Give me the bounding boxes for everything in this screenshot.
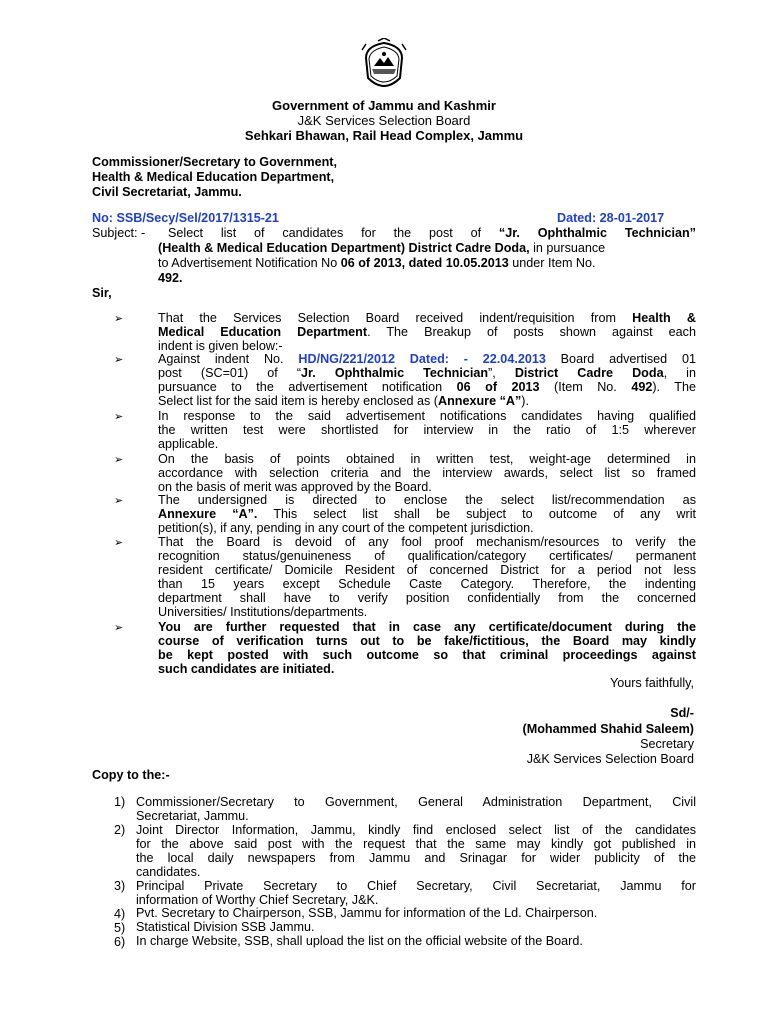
salutation: Sir, <box>92 286 112 300</box>
point-7 <box>158 620 696 676</box>
point-6 <box>158 535 696 619</box>
point-5 <box>158 493 696 535</box>
point-text: ”, <box>488 366 515 380</box>
copy-item-5: Statistical Division SSB Jammu. <box>136 920 315 934</box>
subject-label: Subject: - <box>92 226 146 240</box>
point-bold: District Cadre Doda <box>514 366 664 380</box>
point-text: Against indent No. <box>158 352 299 366</box>
subject-line-3 <box>158 256 596 271</box>
copy-number: 6) <box>114 935 126 949</box>
point-text: In response to the said advertisement notifications candidates having qualified <box>158 409 696 423</box>
bullet-icon: ➢ <box>114 622 124 634</box>
copy-text: candidates. <box>136 865 201 879</box>
point-3 <box>158 409 696 451</box>
signatory-name: (Mohammed Shahid Saleem) <box>522 722 694 736</box>
point-bold: Medical Education Department <box>158 325 368 339</box>
point-bold: such candidates are initiated. <box>158 662 335 676</box>
point-bold: Health & <box>632 311 696 325</box>
copy-item-4: Pvt. Secretary to Chairperson, SSB, Jammu for information of the Ld. Chairperson. <box>136 906 598 920</box>
copy-number: 2) <box>114 823 126 837</box>
point-text: than 15 years except Schedule Caste Category. Therefore, the indenting <box>158 577 696 591</box>
point-text: That the Services Selection Board received indent/requisition from <box>158 311 633 325</box>
addressee-line-3: Civil Secretariat, Jammu. <box>92 185 242 199</box>
reference-date: Dated: 28-01-2017 <box>557 211 665 225</box>
point-text: Universities/ Institutions/departments. <box>158 605 368 619</box>
point-text: petition(s), if any, pending in any court of the competent jurisdiction. <box>158 521 534 535</box>
point-text: accordance with selection criteria and the interview awards, select list so framed <box>158 466 696 480</box>
department-district: (Health & Medical Education Department) District Cadre Doda, <box>158 241 530 255</box>
indent-ref: HD/NG/221/2012 Dated: - 22.04.2013 <box>298 352 546 366</box>
point-text: post (SC=01) of “ <box>158 366 302 380</box>
post-title: “Jr. Ophthalmic Technician” <box>498 226 696 240</box>
point-text: on the basis of merit was approved by the Board. <box>158 480 432 494</box>
copy-item-1 <box>136 795 696 823</box>
copy-text: Joint Director Information, Jammu, kindly find enclosed select list of the candidates <box>136 823 696 837</box>
subject-line-1 <box>168 226 696 241</box>
bullet-icon: ➢ <box>114 411 124 423</box>
copy-number: 4) <box>114 907 126 921</box>
point-text: , in <box>663 366 696 380</box>
point-text: ). The <box>652 380 696 394</box>
bullet-icon: ➢ <box>114 537 124 549</box>
bullet-icon: ➢ <box>114 354 124 366</box>
reference-number: No: SSB/Secy/Sel/2017/1315-21 <box>92 211 279 225</box>
point-text: (Item No. <box>539 380 632 394</box>
point-text: department shall have to verify position confidentially from the concerned <box>158 591 696 605</box>
copy-item-3 <box>136 879 696 907</box>
subject-text: under Item No. <box>508 256 596 270</box>
point-text: ). <box>521 394 529 408</box>
point-text: resident certificate/ Domicile Resident of concerned District for a period not less <box>158 563 696 577</box>
point-text: This select list shall be subject to outcome of any writ <box>257 507 696 521</box>
copy-text: Commissioner/Secretary to Government, General Administration Department, Civil <box>136 795 696 809</box>
point-text: pursuance to the advertisement notification <box>158 380 457 394</box>
bullet-icon: ➢ <box>114 313 124 325</box>
bullet-icon: ➢ <box>114 495 124 507</box>
copy-number: 1) <box>114 795 126 809</box>
header-board: J&K Services Selection Board <box>297 113 471 128</box>
addressee-line-1: Commissioner/Secretary to Government, <box>92 155 337 169</box>
point-text: Board advertised 01 <box>545 352 697 366</box>
copy-item-2 <box>136 823 696 879</box>
point-bold: 492 <box>631 380 653 394</box>
subject-text: to Advertisement Notification No <box>158 256 341 270</box>
copy-number: 5) <box>114 921 126 935</box>
point-text: recognition status/genuineness of qualification/category certificates/ permanent <box>158 549 696 563</box>
point-1 <box>158 311 696 353</box>
copy-text: Principal Private Secretary to Chief Secretary, Civil Secretariat, Jammu for <box>136 879 696 893</box>
point-bold: Annexure “A” <box>438 394 522 408</box>
point-bold: Jr. Ophthalmic Technician <box>301 366 489 380</box>
subject-line-4: 492. <box>158 271 183 285</box>
subject-text: in pursuance <box>529 241 606 255</box>
point-text: applicable. <box>158 437 219 451</box>
copy-item-6: In charge Website, SSB, shall upload the list on the official website of the Board. <box>136 934 583 948</box>
point-bold: be kept posted with such outcome so that criminal proceedings against <box>158 648 696 662</box>
point-2 <box>158 352 696 408</box>
point-text: On the basis of points obtained in written test, weight-age determined in <box>158 452 696 466</box>
signatory-org: J&K Services Selection Board <box>526 752 694 766</box>
subject-text: Select list of candidates for the post of <box>168 226 499 240</box>
point-bold: course of verification turns out to be fake/fictitious, the Board may kindly <box>158 634 696 648</box>
header-government: Government of Jammu and Kashmir <box>272 98 496 113</box>
point-text: The undersigned is directed to enclose the select list/recommendation as <box>158 493 696 507</box>
subject-line-2 <box>158 241 605 256</box>
point-text: Select list for the said item is hereby enclosed as ( <box>158 394 438 408</box>
state-emblem-icon <box>360 38 408 94</box>
point-text: That the Board is devoid of any fool proof mechanism/resources to verify the <box>158 535 696 549</box>
point-bold: 06 of 2013 <box>456 380 540 394</box>
point-text: . The Breakup of posts shown against each <box>367 325 696 339</box>
copy-text: information of Worthy Chief Secretary, J&K. <box>136 893 379 907</box>
copy-heading: Copy to the:- <box>92 768 170 782</box>
copy-text: Secretariat, Jammu. <box>136 809 249 823</box>
copy-number: 3) <box>114 879 126 893</box>
point-text: the written test were shortlisted for interview in the ratio of 1:5 wherever <box>158 423 696 437</box>
point-4 <box>158 452 696 494</box>
copy-text: the local daily newspapers from Jammu and Srinagar for wider publicity of the <box>136 851 696 865</box>
point-bold: Annexure “A”. <box>158 507 258 521</box>
point-bold: You are further requested that in case any certificate/document during the <box>158 620 696 634</box>
addressee-line-2: Health & Medical Education Department, <box>92 170 335 184</box>
signature-sd: Sd/- <box>670 706 694 720</box>
point-text: indent is given below:- <box>158 339 283 353</box>
yours-faithfully: Yours faithfully, <box>609 676 694 690</box>
copy-text: for the above said post with the request that the same may kindly got published in <box>136 837 696 851</box>
notification-ref: 06 of 2013, dated 10.05.2013 <box>340 256 509 270</box>
header-address: Sehkari Bhawan, Rail Head Complex, Jammu <box>244 128 524 143</box>
signatory-title: Secretary <box>640 737 694 751</box>
bullet-icon: ➢ <box>114 454 124 466</box>
